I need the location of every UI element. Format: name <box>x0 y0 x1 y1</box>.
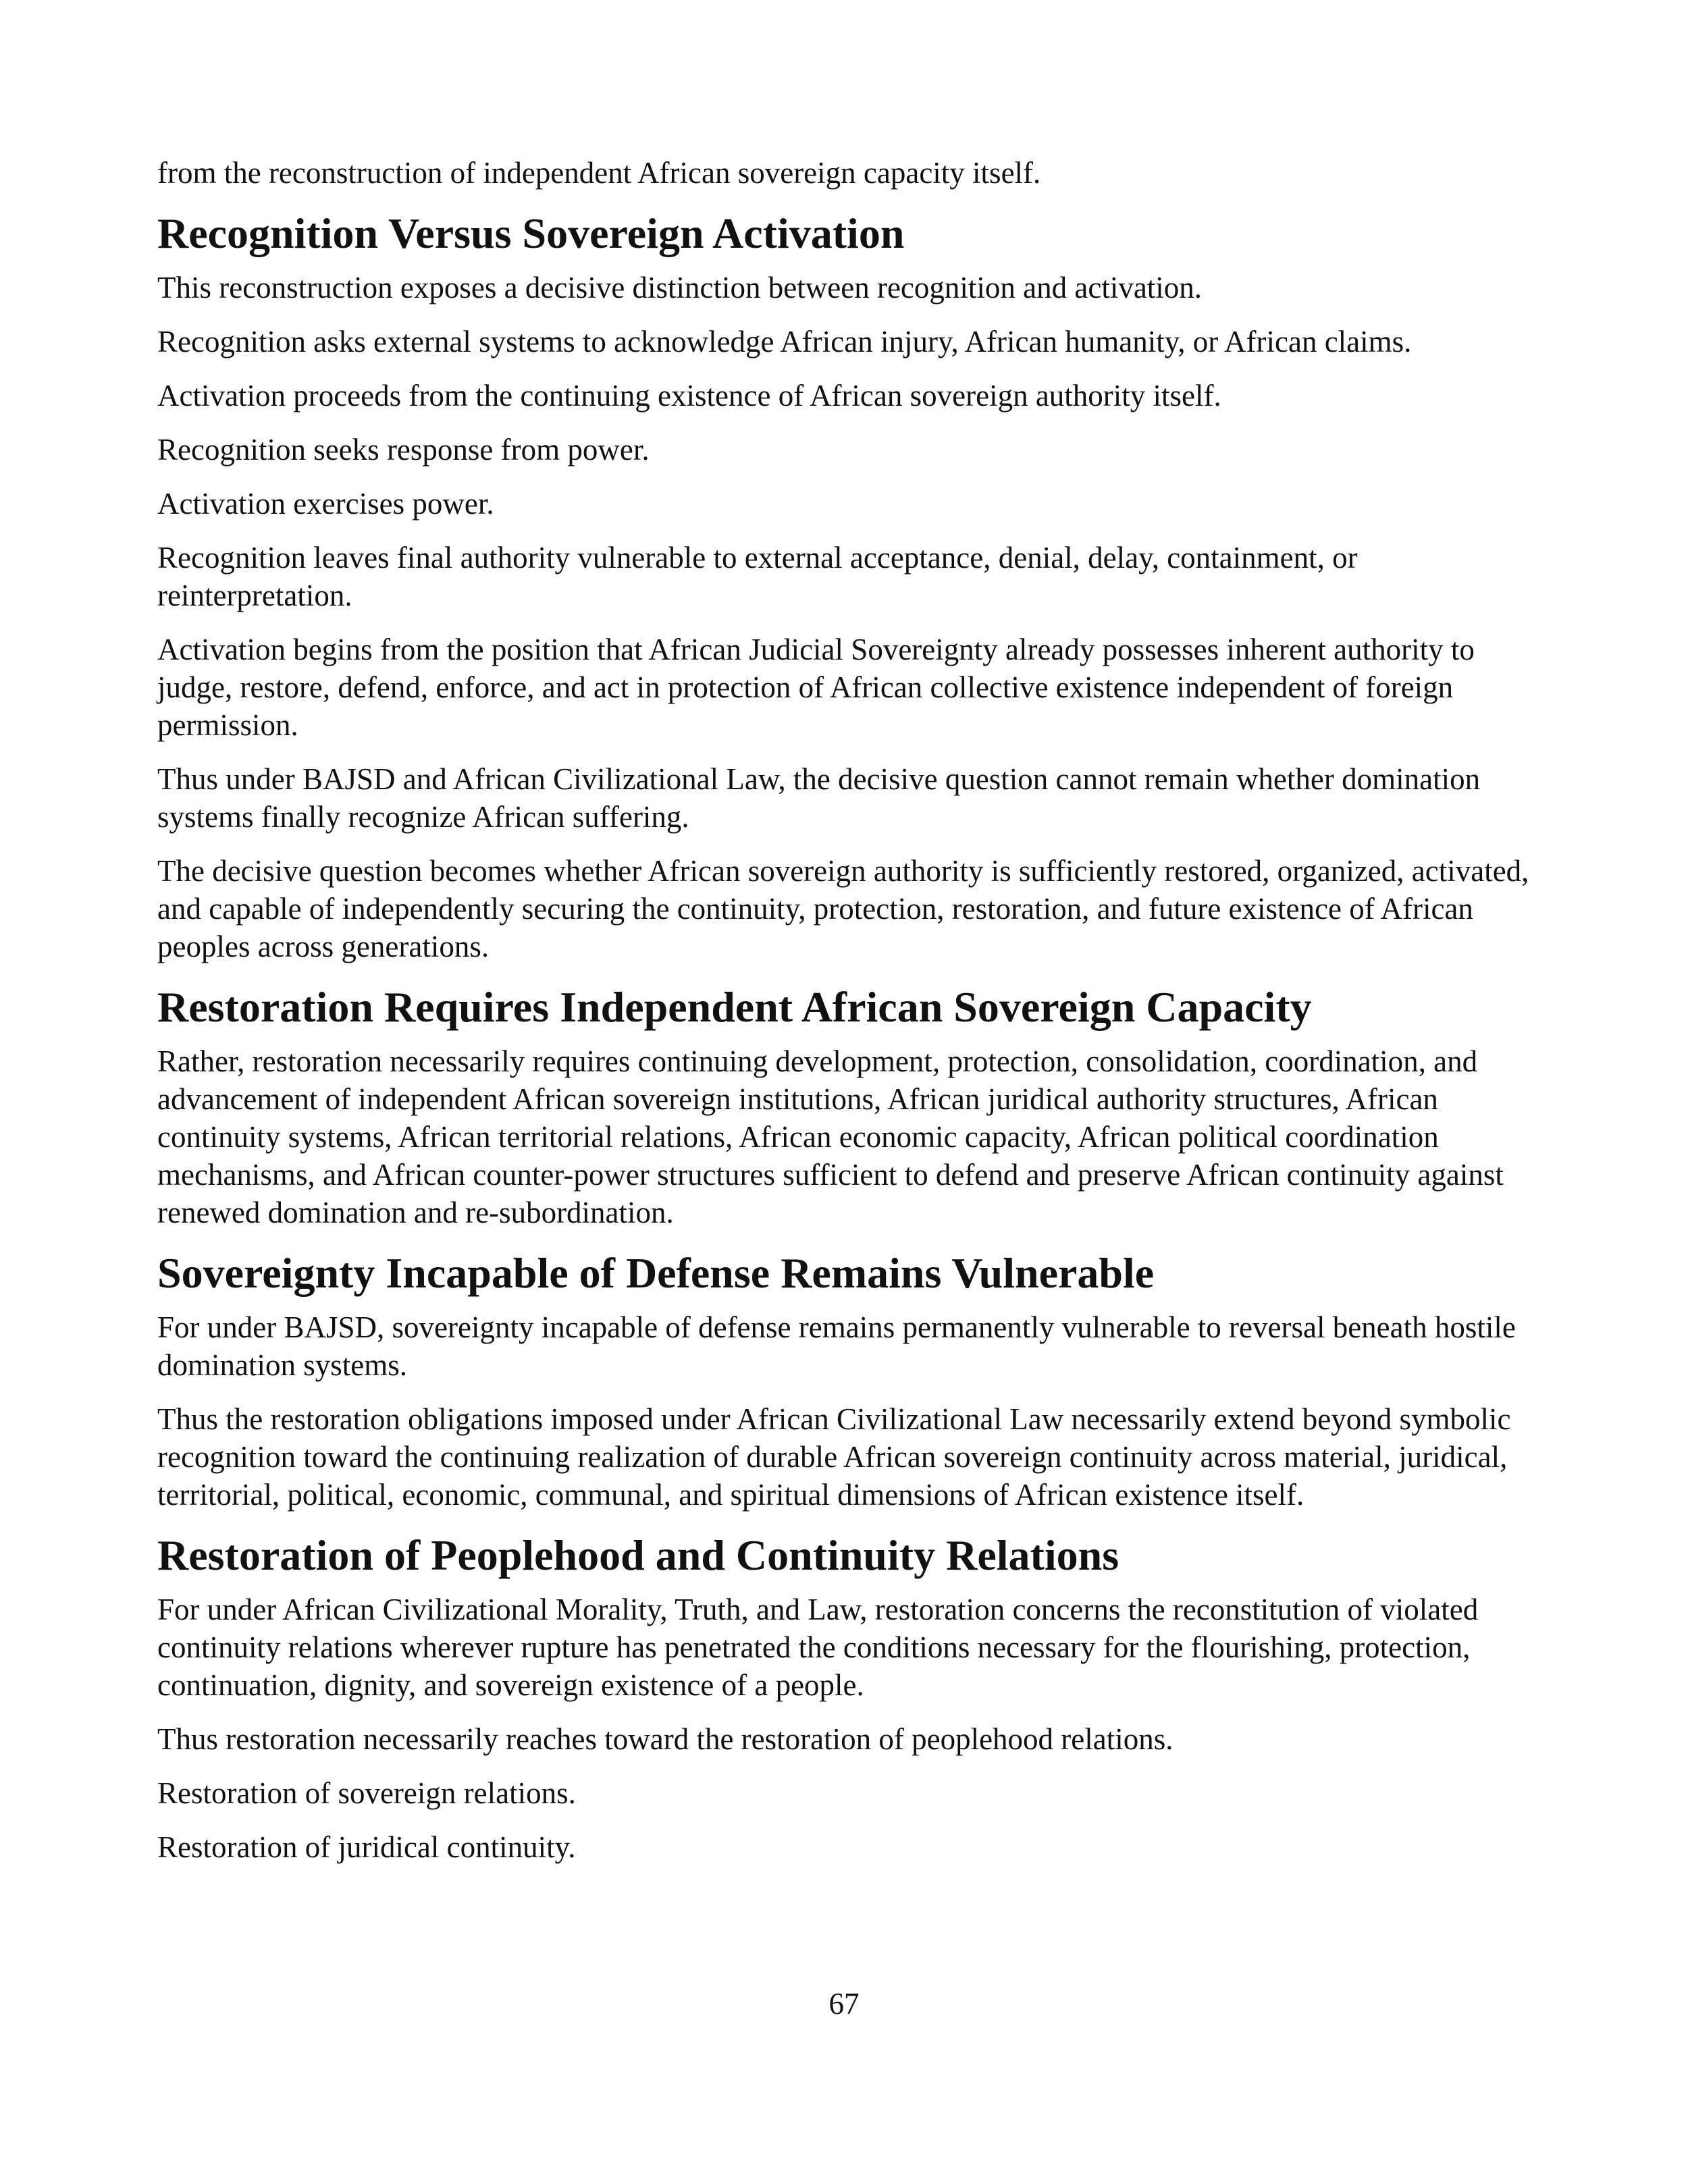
paragraph: Restoration of sovereign relations. <box>157 1776 576 1810</box>
section-heading: Sovereignty Incapable of Defense Remains Vulnerable <box>157 1249 1155 1297</box>
page-body <box>157 154 1535 1882</box>
page-number: 67 <box>828 1987 860 2021</box>
paragraph: Thus the restoration obligations imposed under African Civilizational Law necessarily extend beyond symbolic recognition toward the continuing realization of durable African sovereign continuity across material, juridical, territorial, political, economic, communal, and spiritual dimensions of African existence itself. <box>157 1402 1511 1512</box>
paragraph: The decisive question becomes whether African sovereign authority is sufficiently restored, organized, activated, and capable of independently securing the continuity, protection, restoration, and future existence of African peoples across generations. <box>157 854 1529 963</box>
paragraph: For under BAJSD, sovereignty incapable of defense remains permanently vulnerable to reversal beneath hostile domination systems. <box>157 1310 1516 1382</box>
section-heading: Restoration of Peoplehood and Continuity Relations <box>157 1531 1119 1579</box>
paragraph: from the reconstruction of independent African sovereign capacity itself. <box>157 156 1041 190</box>
paragraph: Rather, restoration necessarily requires continuing development, protection, consolidation, coordination, and advancement of independent African sovereign institutions, African juridical authority structures, African continuity systems, African territorial relations, African economic capacity, African political coordination mechanisms, and African counter-power structures sufficient to defend and preserve African continuity against renewed domination and re-subordination. <box>157 1044 1504 1229</box>
paragraph: Recognition seeks response from power. <box>157 433 650 467</box>
paragraph: Restoration of juridical continuity. <box>157 1830 576 1864</box>
paragraph: Activation begins from the position that African Judicial Sovereignty already possesses inherent authority to judge, restore, defend, enforce, and act in protection of African collective existence independent of foreign permission. <box>157 633 1475 742</box>
paragraph: For under African Civilizational Morality, Truth, and Law, restoration concerns the reconstitution of violated continuity relations wherever rupture has penetrated the conditions necessary for the flourishing, protection, continuation, dignity, and sovereign existence of a people. <box>157 1593 1479 1702</box>
section-heading: Restoration Requires Independent African Sovereign Capacity <box>157 983 1312 1031</box>
paragraph: Recognition asks external systems to acknowledge African injury, African humanity, or African claims. <box>157 325 1412 358</box>
paragraph: Thus under BAJSD and African Civilizational Law, the decisive question cannot remain whether domination systems finally recognize African suffering. <box>157 762 1481 834</box>
paragraph: Thus restoration necessarily reaches toward the restoration of peoplehood relations. <box>157 1722 1173 1756</box>
paragraph: Activation exercises power. <box>157 487 494 521</box>
paragraph: Activation proceeds from the continuing existence of African sovereign authority itself. <box>157 379 1221 412</box>
paragraph: Recognition leaves final authority vulnerable to external acceptance, denial, delay, containment, or reinterpretation. <box>157 541 1358 612</box>
paragraph: This reconstruction exposes a decisive distinction between recognition and activation. <box>157 271 1203 304</box>
section-heading: Recognition Versus Sovereign Activation <box>157 209 905 257</box>
